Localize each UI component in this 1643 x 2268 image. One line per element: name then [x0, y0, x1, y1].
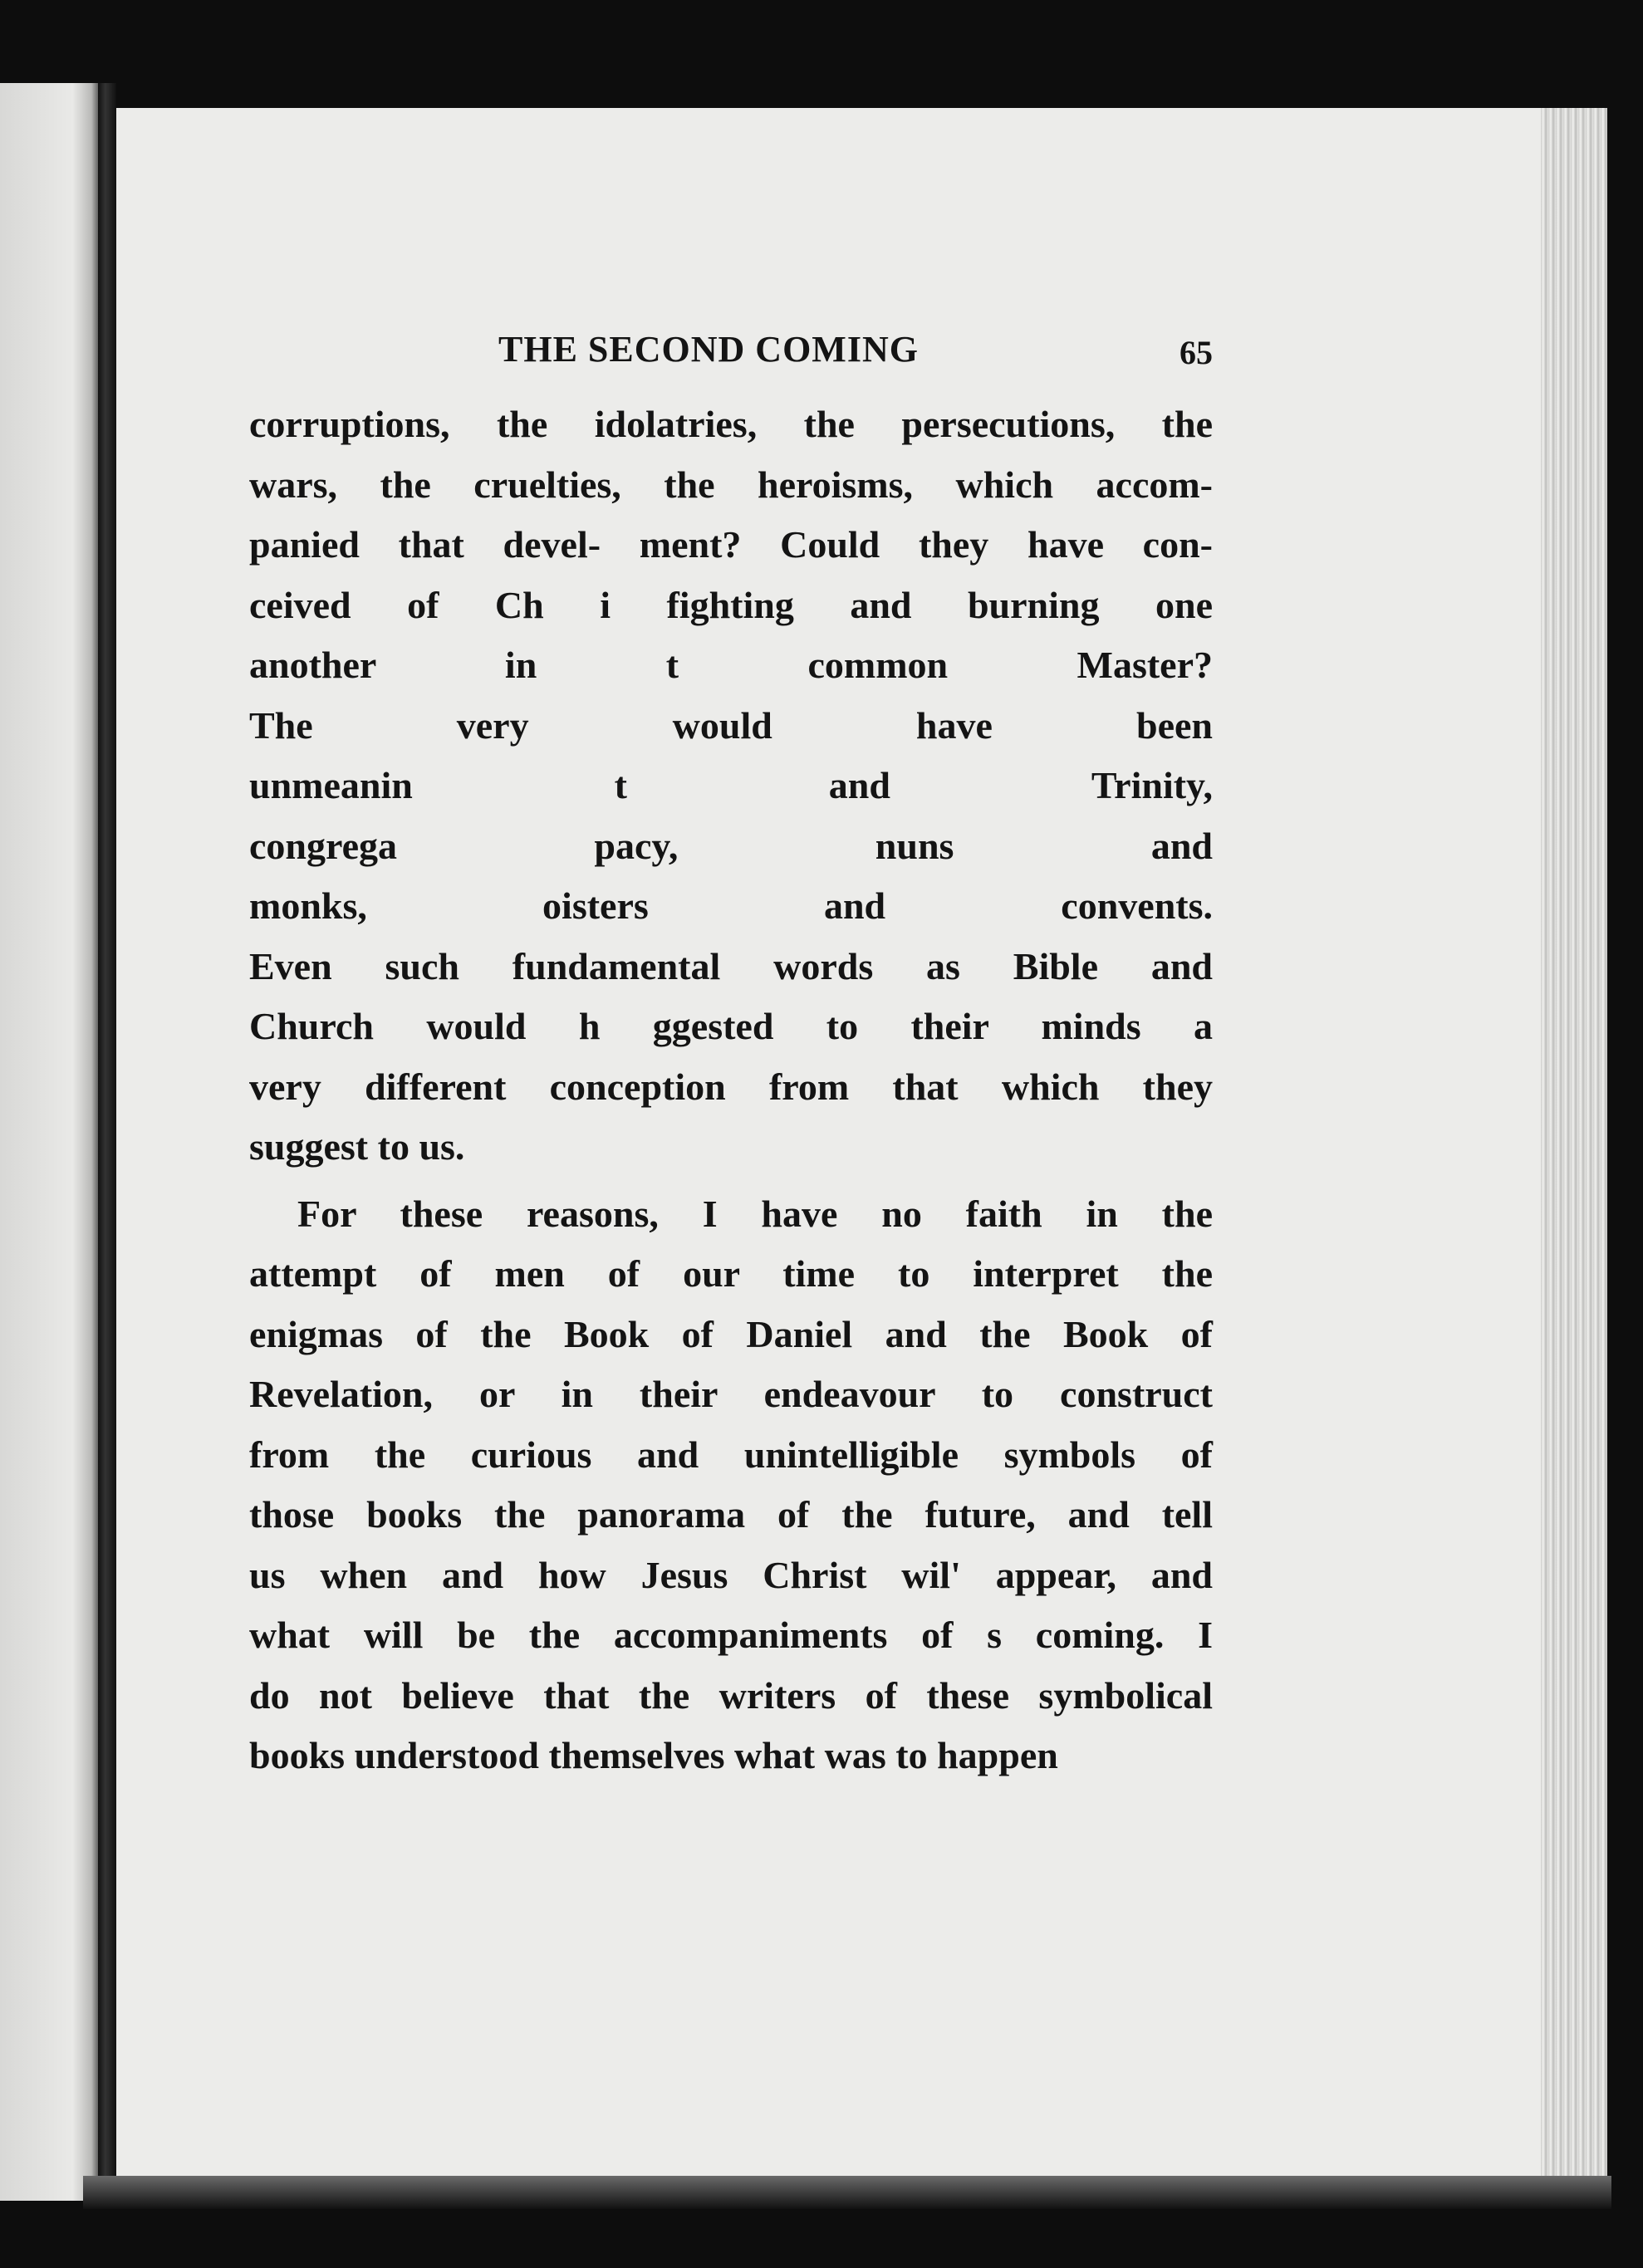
paragraph-1: [249, 394, 1213, 1178]
book-spine: [98, 83, 116, 2201]
text-line: Even such fundamental words as Bible and: [249, 944, 1213, 987]
text-line: ceived of Ch i fighting and burning one: [249, 583, 1213, 626]
text-line: congrega pacy, nuns and: [249, 824, 1213, 867]
facing-page-edge: [0, 83, 104, 2201]
text-line: wars, the cruelties, the heroisms, which accom-: [249, 463, 1213, 506]
text-line: For these reasons, I have no faith in the: [297, 1192, 1213, 1235]
text-line: unmeanin t and Trinity,: [249, 764, 1213, 806]
page-number: 65: [1180, 334, 1213, 371]
text-line: what will be the accompaniments of s coming. I: [249, 1614, 1213, 1656]
text-line: books understood themselves what was to happen: [249, 1734, 1058, 1776]
text-line: corruptions, the idolatries, the persecutions, the: [249, 403, 1213, 445]
text-line: do not believe that the writers of these symbolical: [249, 1673, 1213, 1717]
page-stack-edge: [1541, 108, 1607, 2180]
text-line: from the curious and unintelligible symbols of: [249, 1433, 1213, 1476]
text-line: Revelation, or in their endeavour to construct: [249, 1373, 1213, 1415]
paragraph-2: [249, 1184, 1213, 1786]
text-line: The very would have been: [249, 703, 1213, 747]
page-bottom-shadow: [83, 2176, 1611, 2209]
text-line: attempt of men of our time to interpret the: [249, 1252, 1213, 1295]
body-text: [249, 394, 1213, 1786]
text-line: enigmas of the Book of Daniel and the Book of: [249, 1312, 1213, 1355]
text-line: us when and how Jesus Christ wil' appear, and: [249, 1553, 1213, 1596]
text-line: those books the panorama of the future, and tell: [249, 1493, 1213, 1536]
running-title: THE SECOND COMING: [498, 329, 919, 370]
text-line: monks, oisters and convents.: [249, 884, 1213, 927]
text-line: very different conception from that which they: [249, 1065, 1213, 1108]
text-line: Church would h ggested to their minds a: [249, 1005, 1213, 1047]
text-line: suggest to us.: [249, 1125, 465, 1168]
page-header: [249, 328, 1213, 386]
text-line: another in t common Master?: [249, 644, 1213, 686]
text-line: panied that devel‐ ment? Could they have con-: [249, 523, 1213, 566]
